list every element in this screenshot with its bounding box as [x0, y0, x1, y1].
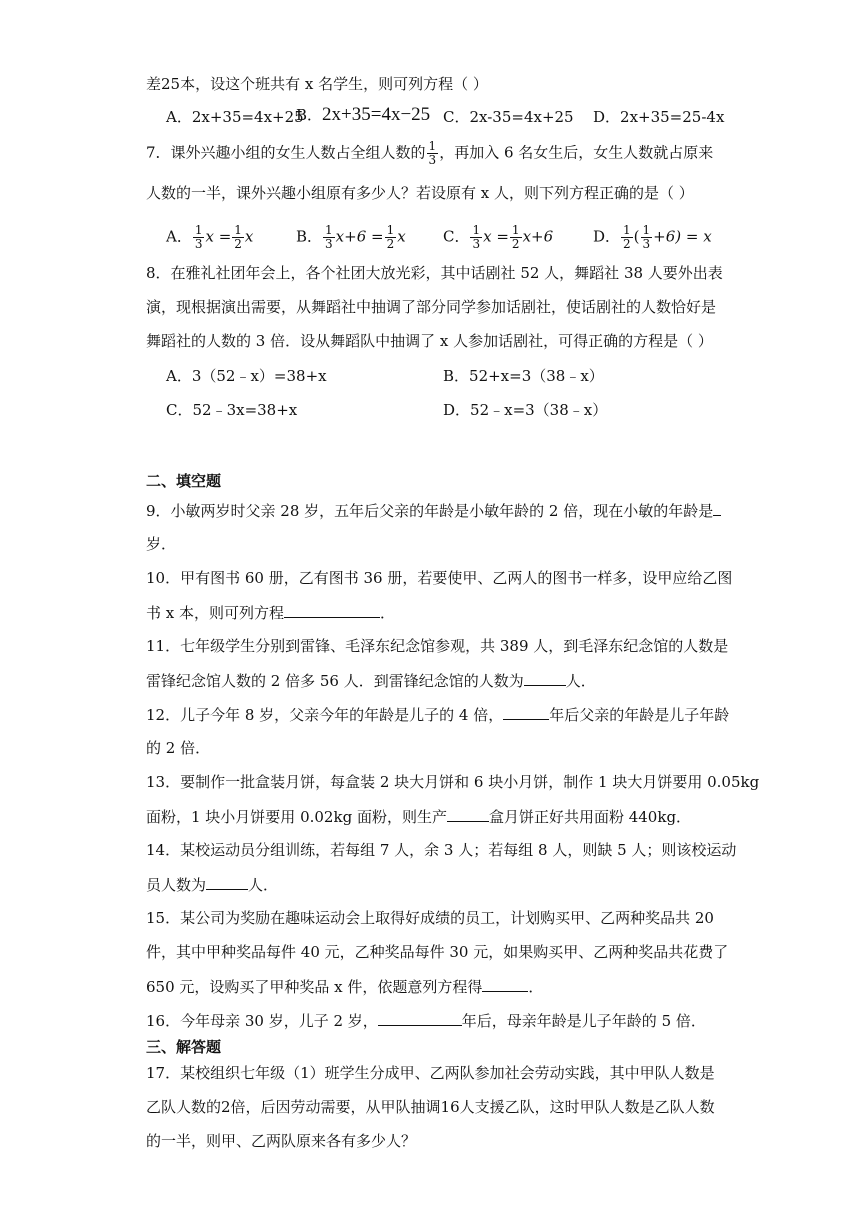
q17-line3: 的一半，则甲、乙两队原来各有多少人？ [146, 1132, 417, 1150]
section-heading-solve: 三、解答题 [146, 1038, 222, 1056]
q13-line1: 13．要制作一批盒装月饼，每盒装 2 块大月饼和 6 块小月饼，制作 1 块大月饼要用 0.05kg [146, 773, 760, 791]
q6-option-b: B．2x+35=4x−25 [296, 104, 431, 125]
answer-blank [503, 703, 549, 720]
q9-line2: 岁． [146, 535, 177, 553]
q8-option-a: A．3（52﹣x）=38+x [166, 367, 327, 385]
q15-line2: 件，其中甲种奖品每件 40 元，乙种奖品每件 30 元，如果购买甲、乙两种奖品共花费了 [146, 943, 729, 961]
q17-line2: 乙队人数的2倍，后因劳动需要，从甲队抽调16人支援乙队，这时甲队人数是乙队人数 [146, 1098, 715, 1116]
q17-line1: 17．某校组织七年级（1）班学生分成甲、乙两队参加社会劳动实践，其中甲队人数是 [146, 1064, 715, 1082]
q6-option-a: A．2x+35=4x+25 [166, 108, 304, 126]
q12-line1: 12．儿子今年 8 岁，父亲今年的年龄是儿子的 4 倍， 年后父亲的年龄是儿子年龄 [146, 703, 729, 726]
q11-line1: 11．七年级学生分别到雷锋、毛泽东纪念馆参观，共 389 人，到毛泽东纪念馆的人数是 [146, 637, 729, 655]
q9-line1: 9．小敏两岁时父亲 28 岁，五年后父亲的年龄是小敏年龄的 2 倍，现在小敏的年龄是 [146, 499, 721, 522]
answer-blank [284, 601, 380, 618]
q8-stem-line1: 8．在雅礼社团年会上，各个社团大放光彩，其中话剧社 52 人，舞蹈社 38 人要外出表 [146, 264, 723, 282]
q16-line: 16．今年母亲 30 岁，儿子 2 岁， 年后，母亲年龄是儿子年龄的 5 倍． [146, 1009, 706, 1032]
q8-option-c: C．52﹣3x=38+x [166, 401, 298, 419]
q6-stem: 差25本，设这个班共有 x 名学生，则可列方程（ ） [146, 75, 488, 93]
answer-blank [482, 975, 528, 992]
q14-line2: 员人数为 人． [146, 873, 278, 896]
answer-blank [378, 1009, 462, 1026]
q8-option-b: B．52+x=3（38﹣x） [443, 367, 604, 385]
q6-option-d: D．2x+35=25-4x [593, 108, 725, 126]
q7-option-a: A． $\frac{1}{3}$ x = $\frac{1}{2}$ x [166, 223, 254, 251]
q15-line3: 650 元，设购买了甲种奖品 x 件，依题意列方程得 ． [146, 975, 543, 998]
q6-option-c: C．2x-35=4x+25 [443, 108, 574, 126]
q7-stem-line2: 人数的一半，课外兴趣小组原有多少人？若设原有 x 人，则下列方程正确的是（ ） [146, 184, 694, 202]
q8-stem-line2: 演，现根据演出需要，从舞蹈社中抽调了部分同学参加话剧社，使话剧社的人数恰好是 [146, 298, 717, 316]
answer-blank [524, 669, 566, 686]
q10-line2: 书 x 本，则可列方程 ． [146, 601, 395, 624]
q15-line1: 15．某公司为奖励在趣味运动会上取得好成绩的员工，计划购买甲、乙两种奖品共 20 [146, 909, 714, 927]
q12-line2: 的 2 倍． [146, 739, 211, 757]
fraction-one-third: $\frac{1}{3}$ [428, 139, 437, 167]
section-heading-fill-in: 二、填空题 [146, 472, 222, 490]
q7-stem-line1: 7．课外兴趣小组的女生人数占全组人数的 $\frac{1}{3}$ ，再加入 6 名女生后，女生人数就占原来 [146, 139, 714, 167]
q8-option-d: D．52﹣x=3（38﹣x） [443, 401, 608, 419]
answer-blank [713, 499, 721, 516]
answer-blank [206, 873, 248, 890]
q10-line1: 10．甲有图书 60 册，乙有图书 36 册，若要使甲、乙两人的图书一样多，设甲应给乙图 [146, 569, 733, 587]
q7-option-b: B． $\frac{1}{3}$ x+6 = $\frac{1}{2}$ x [296, 223, 406, 251]
answer-blank [447, 805, 489, 822]
q7-option-c: C． $\frac{1}{3}$ x = $\frac{1}{2}$ x+6 [443, 223, 554, 251]
q7-option-d: D． $\frac{1}{2}$ ( $\frac{1}{3}$ +6) = x [593, 223, 712, 251]
q8-stem-line3: 舞蹈社的人数的 3 倍．设从舞蹈队中抽调了 x 人参加话剧社，可得正确的方程是（ ） [146, 332, 713, 350]
q11-line2: 雷锋纪念馆人数的 2 倍多 56 人．到雷锋纪念馆的人数为 人． [146, 669, 596, 692]
q14-line1: 14．某校运动员分组训练，若每组 7 人，余 3 人；若每组 8 人，则缺 5 人；则该校运动 [146, 841, 737, 859]
q13-line2: 面粉，1 块小月饼要用 0.02kg 面粉，则生产 盒月饼正好共用面粉 440kg． [146, 805, 691, 828]
